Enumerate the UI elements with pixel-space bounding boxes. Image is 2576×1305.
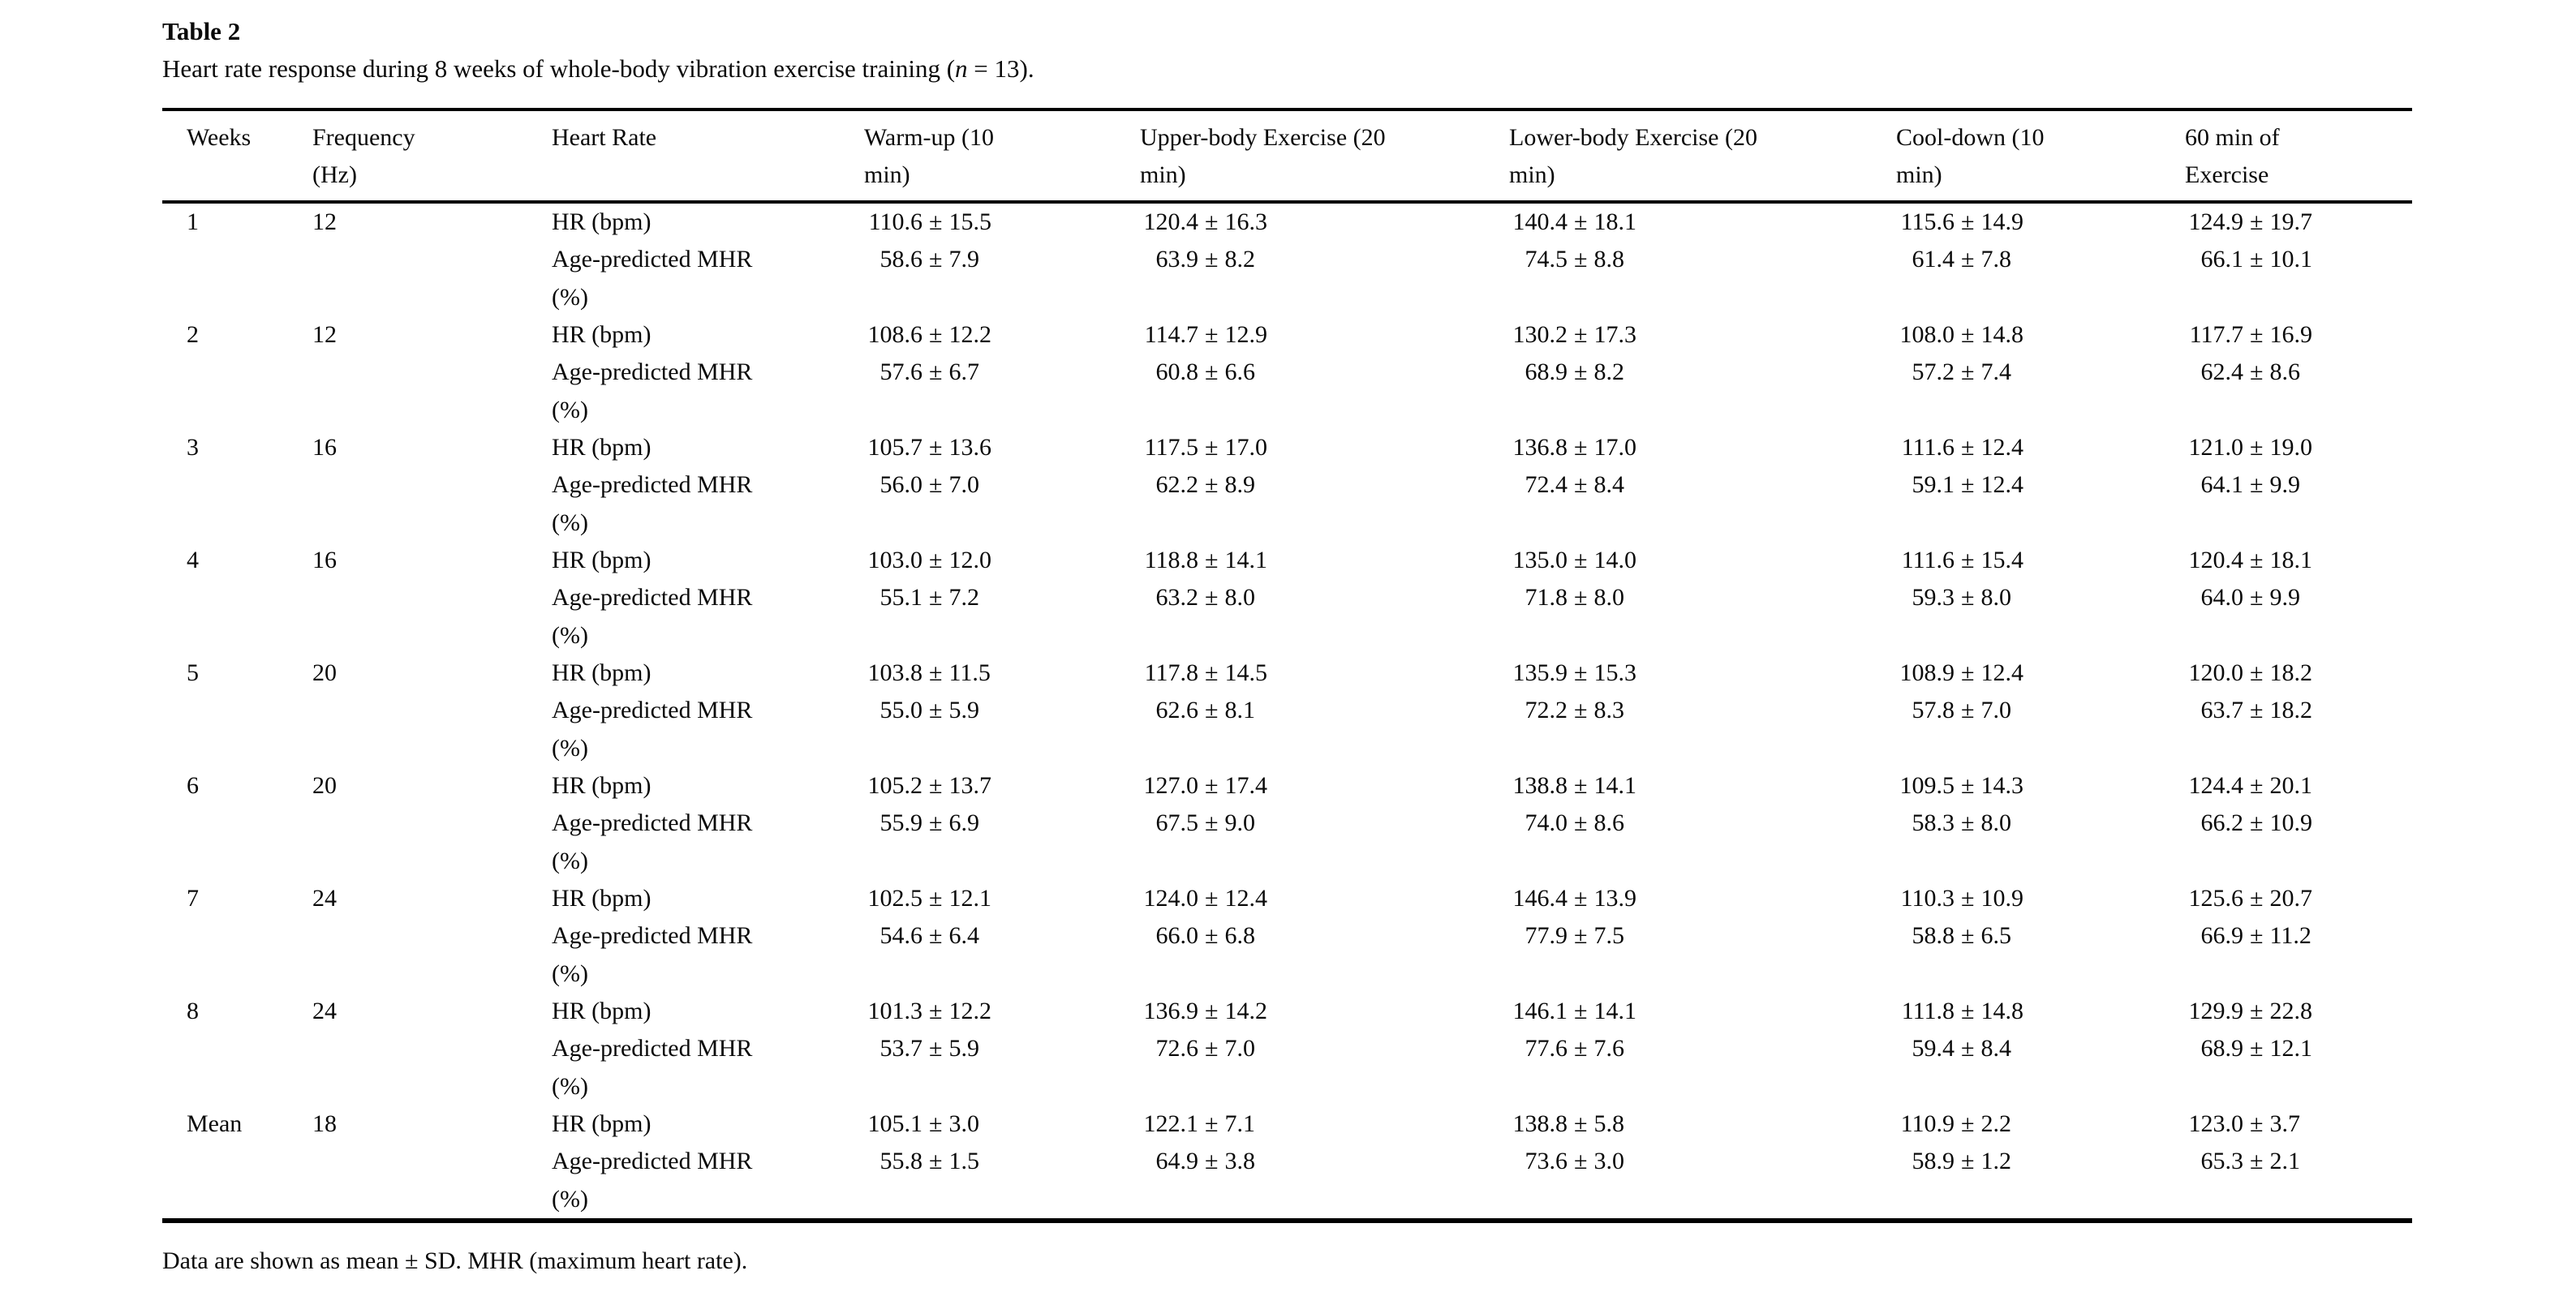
cell-frequency: 16 xyxy=(312,433,337,461)
table-row-mhr xyxy=(162,241,2412,278)
plus-minus-sign: ± xyxy=(2250,246,2264,273)
caption-italic-n: n xyxy=(955,54,968,83)
cell-frequency: 18 xyxy=(312,1110,337,1137)
plus-minus-sign: ± xyxy=(1574,246,1588,273)
cell-hr-lower: 138.8 ± 5.8 xyxy=(1509,1105,1896,1143)
cell-mhr-60min: 66.9 ± 11.2 xyxy=(2185,917,2412,955)
cell-mhr-lower: 77.9 ± 7.5 xyxy=(1509,917,1896,955)
cell-mhr-cooldown: 58.3 ± 8.0 xyxy=(1896,805,2185,842)
cell-mhr-cooldown: 58.9 ± 1.2 xyxy=(1896,1143,2185,1180)
plus-minus-sign: ± xyxy=(929,358,943,386)
cell-mhr-lower: 73.6 ± 3.0 xyxy=(1509,1143,1896,1180)
table-row-mhr xyxy=(162,805,2412,842)
cell-hr-60min: 120.4 ± 18.1 xyxy=(2185,542,2412,579)
plus-minus-sign: ± xyxy=(929,1110,943,1137)
cell-mhr-lower: 72.2 ± 8.3 xyxy=(1509,692,1896,729)
plus-minus-sign: ± xyxy=(1205,246,1219,273)
cell-metric-label-hr: HR (bpm) xyxy=(552,1110,652,1137)
plus-minus-sign: ± xyxy=(1961,884,1975,912)
cell-mhr-upper: 63.9 ± 8.2 xyxy=(1140,241,1509,278)
plus-minus-sign: ± xyxy=(929,320,943,348)
plus-minus-sign: ± xyxy=(2250,433,2264,461)
plus-minus-sign: ± xyxy=(929,922,943,950)
cell-mhr-upper: 62.2 ± 8.9 xyxy=(1140,466,1509,504)
cell-hr-upper: 118.8 ± 14.1 xyxy=(1140,542,1509,579)
cell-metric-label-hr: HR (bpm) xyxy=(552,997,652,1024)
cell-hr-warmup: 103.0 ± 12.0 xyxy=(864,542,1140,579)
cell-hr-lower: 135.9 ± 15.3 xyxy=(1509,655,1896,692)
plus-minus-sign: ± xyxy=(929,659,943,686)
cell-mhr-cooldown: 59.1 ± 12.4 xyxy=(1896,466,2185,504)
table-row-mhr-unit xyxy=(162,1181,2412,1218)
plus-minus-sign: ± xyxy=(1205,433,1219,461)
table-header-row xyxy=(162,111,2412,200)
cell-mhr-60min: 64.1 ± 9.9 xyxy=(2185,466,2412,504)
plus-minus-sign: ± xyxy=(1205,697,1219,724)
cell-mhr-warmup: 55.9 ± 6.9 xyxy=(864,805,1140,842)
cell-frequency: 20 xyxy=(312,771,337,799)
table-row-hr xyxy=(162,880,2412,917)
cell-hr-lower: 135.0 ± 14.0 xyxy=(1509,542,1896,579)
plus-minus-sign: ± xyxy=(1574,1148,1588,1175)
cell-week: 3 xyxy=(187,433,199,461)
cell-mhr-lower: 74.0 ± 8.6 xyxy=(1509,805,1896,842)
cell-mhr-lower: 68.9 ± 8.2 xyxy=(1509,354,1896,391)
plus-minus-sign: ± xyxy=(1205,1035,1219,1062)
cell-mhr-lower: 77.6 ± 7.6 xyxy=(1509,1030,1896,1067)
table-row-mhr xyxy=(162,1143,2412,1180)
cell-mhr-60min: 62.4 ± 8.6 xyxy=(2185,354,2412,391)
cell-hr-cooldown: 108.0 ± 14.8 xyxy=(1896,316,2185,354)
plus-minus-sign: ± xyxy=(1574,208,1588,235)
cell-mhr-upper: 72.6 ± 7.0 xyxy=(1140,1030,1509,1067)
plus-minus-sign: ± xyxy=(1574,997,1588,1024)
plus-minus-sign: ± xyxy=(929,433,943,461)
plus-minus-sign: ± xyxy=(929,697,943,724)
cell-hr-cooldown: 110.9 ± 2.2 xyxy=(1896,1105,2185,1143)
cell-metric-label-percent: (%) xyxy=(552,509,588,536)
plus-minus-sign: ± xyxy=(1574,433,1588,461)
table-row-mhr-unit xyxy=(162,1068,2412,1105)
plus-minus-sign: ± xyxy=(929,208,943,235)
cell-metric-label-mhr: Age-predicted MHR xyxy=(552,1035,753,1062)
cell-hr-60min: 120.0 ± 18.2 xyxy=(2185,655,2412,692)
cell-mhr-cooldown: 61.4 ± 7.8 xyxy=(1896,241,2185,278)
cell-hr-60min: 124.4 ± 20.1 xyxy=(2185,767,2412,805)
cell-metric-label-hr: HR (bpm) xyxy=(552,208,652,235)
plus-minus-sign: ± xyxy=(929,771,943,799)
table-footnote: Data are shown as mean ± SD. MHR (maximum heart rate). xyxy=(162,1247,748,1274)
table-title: Table 2 xyxy=(162,17,241,45)
cell-hr-cooldown: 109.5 ± 14.3 xyxy=(1896,767,2185,805)
plus-minus-sign: ± xyxy=(1574,922,1588,950)
table-row-hr xyxy=(162,767,2412,805)
cell-hr-lower: 146.4 ± 13.9 xyxy=(1509,880,1896,917)
cell-frequency: 12 xyxy=(312,320,337,348)
plus-minus-sign: ± xyxy=(1961,546,1975,573)
plus-minus-sign: ± xyxy=(1961,697,1975,724)
cell-hr-60min: 129.9 ± 22.8 xyxy=(2185,993,2412,1030)
table-row-mhr-unit xyxy=(162,617,2412,655)
plus-minus-sign: ± xyxy=(1205,358,1219,386)
plus-minus-sign: ± xyxy=(1205,584,1219,612)
table-caption xyxy=(162,50,1034,88)
plus-minus-sign: ± xyxy=(1961,1148,1975,1175)
cell-hr-warmup: 102.5 ± 12.1 xyxy=(864,880,1140,917)
cell-frequency: 16 xyxy=(312,546,337,573)
plus-minus-sign: ± xyxy=(1574,358,1588,386)
plus-minus-sign: ± xyxy=(1961,997,1975,1024)
plus-minus-sign: ± xyxy=(2250,1035,2264,1062)
table-row-mhr xyxy=(162,354,2412,391)
table-row-hr xyxy=(162,316,2412,354)
plus-minus-sign: ± xyxy=(1574,1110,1588,1137)
plus-minus-sign: ± xyxy=(1205,208,1219,235)
cell-metric-label-percent: (%) xyxy=(552,959,588,987)
table-bottom-rule xyxy=(162,1218,2412,1223)
header-heart-rate: Heart Rate xyxy=(552,124,657,151)
plus-minus-sign: ± xyxy=(1961,584,1975,612)
plus-minus-sign: ± xyxy=(1574,884,1588,912)
cell-mhr-60min: 66.1 ± 10.1 xyxy=(2185,241,2412,278)
cell-mhr-lower: 71.8 ± 8.0 xyxy=(1509,579,1896,616)
cell-hr-cooldown: 111.8 ± 14.8 xyxy=(1896,993,2185,1030)
cell-hr-warmup: 110.6 ± 15.5 xyxy=(864,204,1140,241)
cell-mhr-cooldown: 59.4 ± 8.4 xyxy=(1896,1030,2185,1067)
plus-minus-sign: ± xyxy=(2250,659,2264,686)
header-upper-body: Upper-body Exercise (20 min) xyxy=(1140,124,1386,188)
cell-hr-cooldown: 110.3 ± 10.9 xyxy=(1896,880,2185,917)
plus-minus-sign: ± xyxy=(1205,471,1219,499)
cell-mhr-60min: 66.2 ± 10.9 xyxy=(2185,805,2412,842)
cell-metric-label-mhr: Age-predicted MHR xyxy=(552,809,753,837)
cell-week: 7 xyxy=(187,884,199,912)
cell-hr-60min: 124.9 ± 19.7 xyxy=(2185,204,2412,241)
cell-mhr-warmup: 55.1 ± 7.2 xyxy=(864,579,1140,616)
cell-hr-60min: 117.7 ± 16.9 xyxy=(2185,316,2412,354)
plus-minus-sign: ± xyxy=(2250,320,2264,348)
plus-minus-sign: ± xyxy=(929,246,943,273)
cell-metric-label-percent: (%) xyxy=(552,396,588,423)
cell-mhr-60min: 63.7 ± 18.2 xyxy=(2185,692,2412,729)
cell-hr-warmup: 105.2 ± 13.7 xyxy=(864,767,1140,805)
cell-mhr-warmup: 58.6 ± 7.9 xyxy=(864,241,1140,278)
cell-hr-upper: 124.0 ± 12.4 xyxy=(1140,880,1509,917)
plus-minus-sign: ± xyxy=(2250,1148,2264,1175)
plus-minus-sign: ± xyxy=(2250,884,2264,912)
plus-minus-sign: ± xyxy=(1205,922,1219,950)
cell-hr-lower: 130.2 ± 17.3 xyxy=(1509,316,1896,354)
table-row-mhr xyxy=(162,579,2412,616)
cell-mhr-cooldown: 58.8 ± 6.5 xyxy=(1896,917,2185,955)
cell-hr-cooldown: 111.6 ± 12.4 xyxy=(1896,429,2185,466)
plus-minus-sign: ± xyxy=(1961,433,1975,461)
plus-minus-sign: ± xyxy=(1574,546,1588,573)
plus-minus-sign: ± xyxy=(2250,471,2264,499)
cell-frequency: 20 xyxy=(312,659,337,686)
cell-metric-label-percent: (%) xyxy=(552,1072,588,1100)
header-lower-body: Lower-body Exercise (20 min) xyxy=(1509,124,1757,188)
plus-minus-sign: ± xyxy=(1205,320,1219,348)
cell-mhr-upper: 67.5 ± 9.0 xyxy=(1140,805,1509,842)
cell-metric-label-hr: HR (bpm) xyxy=(552,546,652,573)
plus-minus-sign: ± xyxy=(2250,771,2264,799)
cell-metric-label-hr: HR (bpm) xyxy=(552,320,652,348)
cell-hr-lower: 138.8 ± 14.1 xyxy=(1509,767,1896,805)
cell-mhr-lower: 74.5 ± 8.8 xyxy=(1509,241,1896,278)
plus-minus-sign: ± xyxy=(1205,771,1219,799)
table-row-mhr-unit xyxy=(162,843,2412,880)
plus-minus-sign: ± xyxy=(1205,546,1219,573)
cell-metric-label-hr: HR (bpm) xyxy=(552,659,652,686)
table-row-hr xyxy=(162,429,2412,466)
plus-minus-sign: ± xyxy=(2250,697,2264,724)
cell-hr-warmup: 105.7 ± 13.6 xyxy=(864,429,1140,466)
plus-minus-sign: ± xyxy=(1574,697,1588,724)
cell-hr-upper: 136.9 ± 14.2 xyxy=(1140,993,1509,1030)
header-60min: 60 min of Exercise xyxy=(2185,124,2280,188)
plus-minus-sign: ± xyxy=(1961,208,1975,235)
plus-minus-sign: ± xyxy=(929,809,943,837)
cell-hr-upper: 117.5 ± 17.0 xyxy=(1140,429,1509,466)
cell-metric-label-percent: (%) xyxy=(552,621,588,649)
plus-minus-sign: ± xyxy=(1961,659,1975,686)
plus-minus-sign: ± xyxy=(1961,1110,1975,1137)
table-row-mhr-unit xyxy=(162,392,2412,429)
cell-metric-label-mhr: Age-predicted MHR xyxy=(552,358,753,386)
table-row-mhr-unit xyxy=(162,504,2412,542)
header-frequency: Frequency (Hz) xyxy=(312,124,415,188)
cell-week: 4 xyxy=(187,546,199,573)
cell-hr-lower: 140.4 ± 18.1 xyxy=(1509,204,1896,241)
table-row-mhr-unit xyxy=(162,730,2412,767)
cell-mhr-upper: 64.9 ± 3.8 xyxy=(1140,1143,1509,1180)
cell-mhr-upper: 60.8 ± 6.6 xyxy=(1140,354,1509,391)
plus-minus-sign: ± xyxy=(1205,884,1219,912)
cell-hr-warmup: 105.1 ± 3.0 xyxy=(864,1105,1140,1143)
cell-week: 5 xyxy=(187,659,199,686)
plus-minus-sign: ± xyxy=(1961,471,1975,499)
plus-minus-sign: ± xyxy=(929,471,943,499)
plus-minus-sign: ± xyxy=(1574,809,1588,837)
table-row-hr xyxy=(162,655,2412,692)
cell-metric-label-mhr: Age-predicted MHR xyxy=(552,922,753,950)
plus-minus-sign: ± xyxy=(1205,1110,1219,1137)
plus-minus-sign: ± xyxy=(2250,809,2264,837)
plus-minus-sign: ± xyxy=(2250,997,2264,1024)
cell-mhr-warmup: 55.8 ± 1.5 xyxy=(864,1143,1140,1180)
cell-metric-label-percent: (%) xyxy=(552,734,588,762)
cell-mhr-warmup: 55.0 ± 5.9 xyxy=(864,692,1140,729)
cell-hr-cooldown: 115.6 ± 14.9 xyxy=(1896,204,2185,241)
table-2 xyxy=(162,108,2412,1223)
cell-week: 2 xyxy=(187,320,199,348)
cell-mhr-cooldown: 59.3 ± 8.0 xyxy=(1896,579,2185,616)
plus-minus-sign: ± xyxy=(1961,1035,1975,1062)
plus-minus-sign: ± xyxy=(1205,809,1219,837)
cell-frequency: 12 xyxy=(312,208,337,235)
plus-minus-sign: ± xyxy=(1574,1035,1588,1062)
cell-frequency: 24 xyxy=(312,884,337,912)
table-row-mhr-unit xyxy=(162,279,2412,316)
cell-mhr-upper: 66.0 ± 6.8 xyxy=(1140,917,1509,955)
cell-hr-warmup: 108.6 ± 12.2 xyxy=(864,316,1140,354)
cell-frequency: 24 xyxy=(312,997,337,1024)
plus-minus-sign: ± xyxy=(1961,358,1975,386)
cell-metric-label-mhr: Age-predicted MHR xyxy=(552,697,753,724)
cell-mhr-cooldown: 57.2 ± 7.4 xyxy=(1896,354,2185,391)
plus-minus-sign: ± xyxy=(2250,922,2264,950)
plus-minus-sign: ± xyxy=(1205,659,1219,686)
plus-minus-sign: ± xyxy=(1574,659,1588,686)
header-cooldown: Cool-down (10 min) xyxy=(1896,124,2045,188)
cell-hr-upper: 114.7 ± 12.9 xyxy=(1140,316,1509,354)
plus-minus-sign: ± xyxy=(1205,1148,1219,1175)
plus-minus-sign: ± xyxy=(2250,358,2264,386)
plus-minus-sign: ± xyxy=(929,1148,943,1175)
cell-mhr-60min: 65.3 ± 2.1 xyxy=(2185,1143,2412,1180)
plus-minus-sign: ± xyxy=(1961,922,1975,950)
cell-hr-upper: 127.0 ± 17.4 xyxy=(1140,767,1509,805)
cell-week: Mean xyxy=(187,1110,243,1137)
cell-hr-upper: 122.1 ± 7.1 xyxy=(1140,1105,1509,1143)
table-row-hr xyxy=(162,1105,2412,1143)
cell-hr-cooldown: 108.9 ± 12.4 xyxy=(1896,655,2185,692)
plus-minus-sign: ± xyxy=(1205,997,1219,1024)
cell-metric-label-hr: HR (bpm) xyxy=(552,433,652,461)
cell-metric-label-mhr: Age-predicted MHR xyxy=(552,246,753,273)
plus-minus-sign: ± xyxy=(929,884,943,912)
cell-hr-lower: 146.1 ± 14.1 xyxy=(1509,993,1896,1030)
cell-metric-label-mhr: Age-predicted MHR xyxy=(552,471,753,499)
plus-minus-sign: ± xyxy=(1961,246,1975,273)
cell-mhr-60min: 68.9 ± 12.1 xyxy=(2185,1030,2412,1067)
cell-mhr-warmup: 53.7 ± 5.9 xyxy=(864,1030,1140,1067)
cell-hr-warmup: 103.8 ± 11.5 xyxy=(864,655,1140,692)
plus-minus-sign: ± xyxy=(1961,320,1975,348)
caption-text-before: Heart rate response during 8 weeks of whole-body vibration exercise training ( xyxy=(162,54,956,83)
cell-week: 8 xyxy=(187,997,199,1024)
cell-hr-upper: 120.4 ± 16.3 xyxy=(1140,204,1509,241)
cell-mhr-warmup: 56.0 ± 7.0 xyxy=(864,466,1140,504)
plus-minus-sign: ± xyxy=(2250,1110,2264,1137)
cell-week: 1 xyxy=(187,208,199,235)
cell-mhr-cooldown: 57.8 ± 7.0 xyxy=(1896,692,2185,729)
table-row-mhr xyxy=(162,466,2412,504)
plus-minus-sign: ± xyxy=(929,997,943,1024)
plus-minus-sign: ± xyxy=(1961,809,1975,837)
cell-metric-label-mhr: Age-predicted MHR xyxy=(552,1148,753,1175)
cell-hr-lower: 136.8 ± 17.0 xyxy=(1509,429,1896,466)
cell-metric-label-hr: HR (bpm) xyxy=(552,771,652,799)
table-row-mhr xyxy=(162,692,2412,729)
plus-minus-sign: ± xyxy=(2250,546,2264,573)
plus-minus-sign: ± xyxy=(1574,584,1588,612)
plus-minus-sign: ± xyxy=(1961,771,1975,799)
cell-mhr-warmup: 54.6 ± 6.4 xyxy=(864,917,1140,955)
table-row-mhr xyxy=(162,917,2412,955)
header-warmup: Warm-up (10 min) xyxy=(864,124,995,188)
plus-minus-sign: ± xyxy=(2250,208,2264,235)
cell-mhr-upper: 63.2 ± 8.0 xyxy=(1140,579,1509,616)
cell-hr-60min: 121.0 ± 19.0 xyxy=(2185,429,2412,466)
cell-hr-cooldown: 111.6 ± 15.4 xyxy=(1896,542,2185,579)
cell-metric-label-percent: (%) xyxy=(552,847,588,874)
cell-metric-label-percent: (%) xyxy=(552,1185,588,1213)
caption-text-after: = 13). xyxy=(967,54,1034,83)
table-row-hr xyxy=(162,993,2412,1030)
table-row-hr xyxy=(162,204,2412,241)
cell-mhr-upper: 62.6 ± 8.1 xyxy=(1140,692,1509,729)
cell-mhr-warmup: 57.6 ± 6.7 xyxy=(864,354,1140,391)
table-row-mhr xyxy=(162,1030,2412,1067)
table-row-mhr-unit xyxy=(162,955,2412,993)
cell-week: 6 xyxy=(187,771,199,799)
plus-minus-sign: ± xyxy=(1574,320,1588,348)
plus-minus-sign: ± xyxy=(2250,584,2264,612)
plus-minus-sign: ± xyxy=(929,1035,943,1062)
cell-metric-label-mhr: Age-predicted MHR xyxy=(552,584,753,612)
plus-minus-sign: ± xyxy=(1574,771,1588,799)
table-row-hr xyxy=(162,542,2412,579)
header-weeks: Weeks xyxy=(187,124,252,151)
cell-hr-60min: 123.0 ± 3.7 xyxy=(2185,1105,2412,1143)
plus-minus-sign: ± xyxy=(929,546,943,573)
cell-metric-label-percent: (%) xyxy=(552,283,588,311)
cell-hr-60min: 125.6 ± 20.7 xyxy=(2185,880,2412,917)
cell-hr-warmup: 101.3 ± 12.2 xyxy=(864,993,1140,1030)
table-body xyxy=(162,204,2412,1218)
cell-mhr-60min: 64.0 ± 9.9 xyxy=(2185,579,2412,616)
cell-hr-upper: 117.8 ± 14.5 xyxy=(1140,655,1509,692)
plus-minus-sign: ± xyxy=(1574,471,1588,499)
cell-mhr-lower: 72.4 ± 8.4 xyxy=(1509,466,1896,504)
cell-metric-label-hr: HR (bpm) xyxy=(552,884,652,912)
plus-minus-sign: ± xyxy=(929,584,943,612)
